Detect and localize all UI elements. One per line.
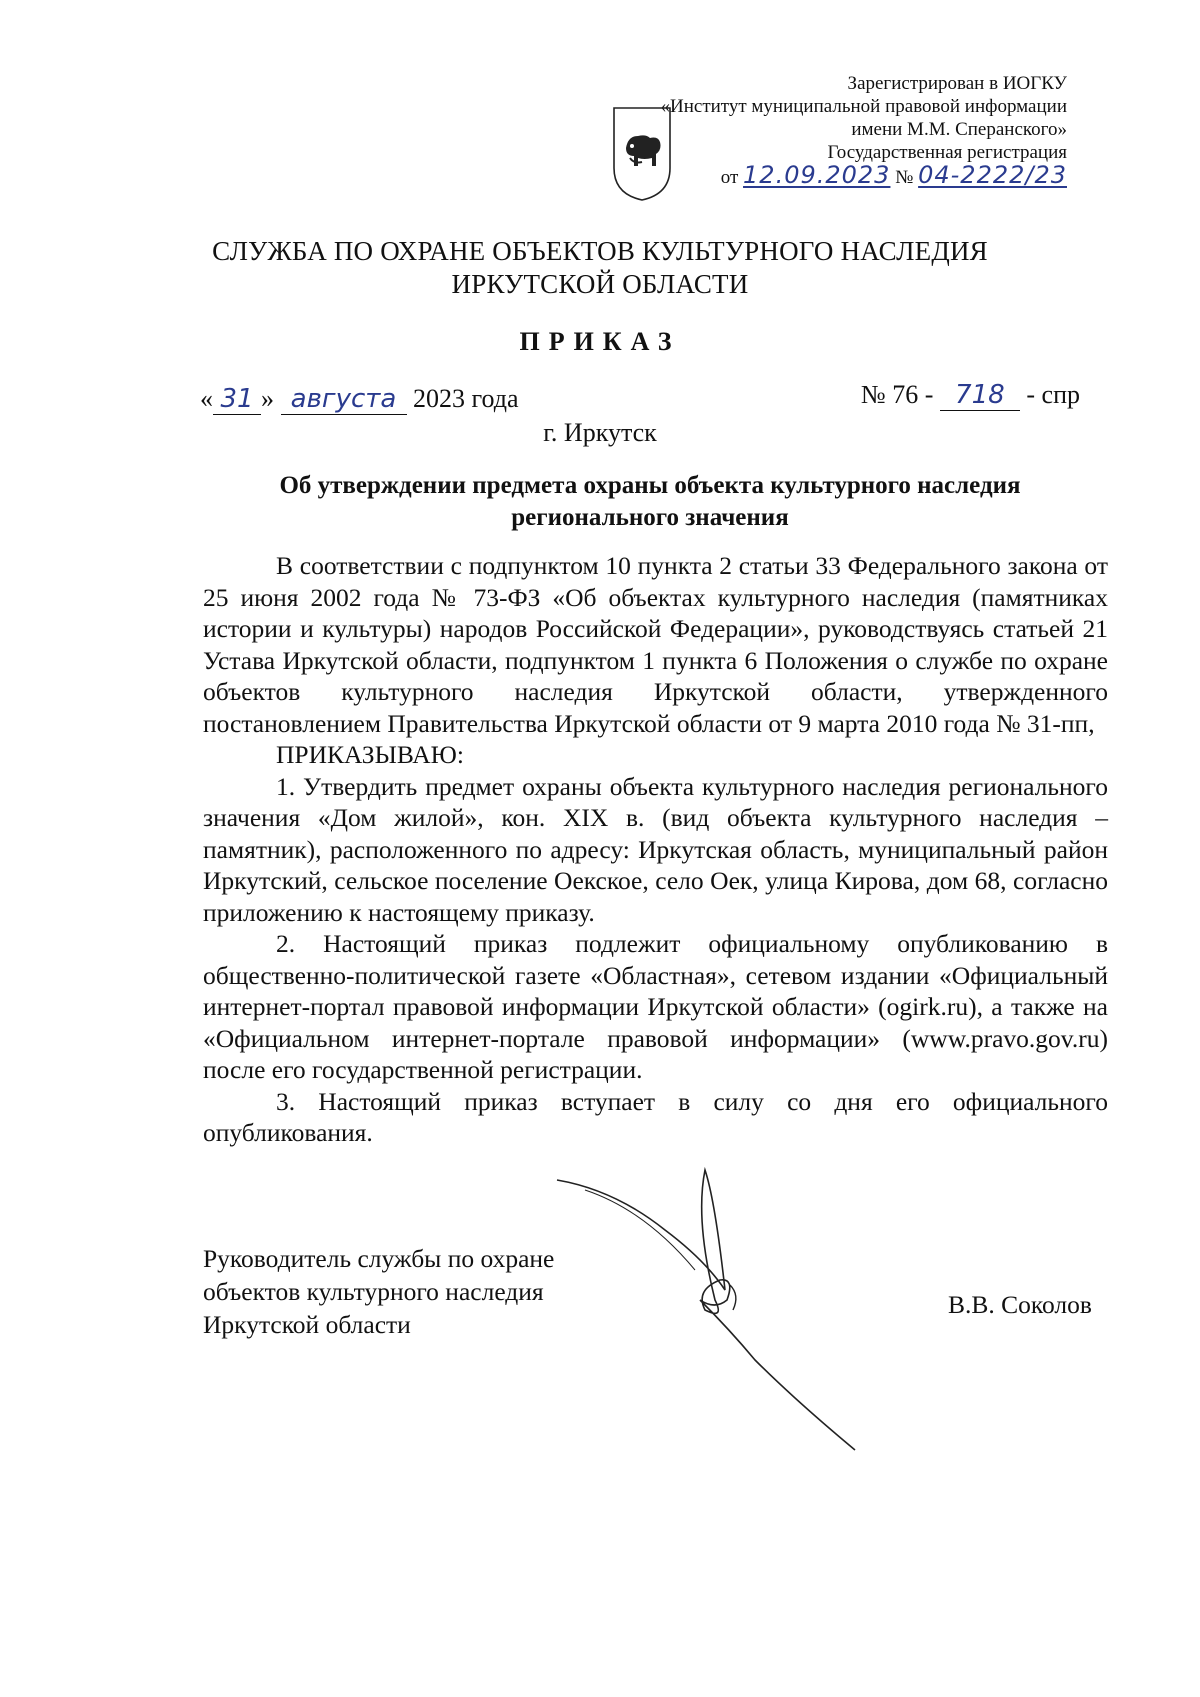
registration-line-3: имени М.М. Сперанского» xyxy=(851,119,1067,140)
handwritten-signature xyxy=(555,1160,935,1470)
signer-position-line-3: Иркутской области xyxy=(203,1310,411,1339)
registration-number: 04-2222/23 xyxy=(918,161,1067,189)
date-month: августа xyxy=(281,384,407,415)
agency-line-2: ИРКУТСКОЙ ОБЛАСТИ xyxy=(451,269,749,299)
number-handwritten: 718 xyxy=(940,380,1020,411)
registration-line-4: Государственная регистрация xyxy=(827,142,1067,163)
agency-name xyxy=(0,235,1200,301)
irkutsk-coat-of-arms-icon xyxy=(612,106,672,202)
date-day: 31 xyxy=(213,384,261,415)
signer-name: В.В. Соколов xyxy=(948,1290,1092,1319)
registration-line-1: Зарегистрирован в ИОГКУ xyxy=(847,73,1067,94)
registration-no-sign: № xyxy=(895,167,914,188)
order-date xyxy=(200,384,519,415)
number-suffix: - спр xyxy=(1026,380,1080,409)
order-item-3: 3. Настоящий приказ вступает в силу со дня его официального опубликования. xyxy=(203,1086,1108,1147)
agency-line-1: СЛУЖБА ПО ОХРАНЕ ОБЪЕКТОВ КУЛЬТУРНОГО НАСЛЕДИЯ xyxy=(212,236,988,266)
document-type: ПРИКАЗ xyxy=(519,327,681,356)
registration-date: 12.09.2023 xyxy=(743,161,891,189)
order-item-1: 1. Утвердить предмет охраны объекта культурного наследия регионального значения «Дом жилой», кон. XIX в. (вид объекта культурного наследия – памятник), расположенного по адресу: Иркутская область, муниципальный район Иркутский, сельское поселение Оекское, село Оек, улица Кирова, дом 68, согласно приложению к настоящему приказу. xyxy=(203,771,1108,927)
order-item-2: 2. Настоящий приказ подлежит официальному опубликованию в общественно-политической газете «Областная», сетевом издании «Официальный интернет-портал правовой информации Иркутской области» (ogirk.ru), а также на «Официальном интернет-портале правовой информации» (www.pravo.gov.ru) после его государственной регистрации. xyxy=(203,929,1108,1084)
registration-prefix: от xyxy=(720,167,739,188)
date-open-quote: « xyxy=(200,384,213,413)
registration-line-2: «Институт муниципальной правовой информации xyxy=(660,96,1067,117)
number-prefix: № 76 - xyxy=(860,380,934,409)
order-subject xyxy=(200,470,1100,534)
order-city: г. Иркутск xyxy=(543,418,657,447)
date-close-quote: » xyxy=(261,384,274,413)
signer-position-line-2: объектов культурного наследия xyxy=(203,1277,544,1306)
order-body xyxy=(203,550,1108,1149)
preamble-paragraph: В соответствии с подпунктом 10 пункта 2 статьи 33 Федерального закона от 25 июня 2002 года № 73-ФЗ «Об объектах культурного наследия (памятниках истории и культуры) народов Российской Федерации», руководствуясь статьей 21 Устава Иркутской области, подпунктом 1 пункта 6 Положения о службе по охране объектов культурного наследия Иркутской области, утвержденного постановлением Правительства Иркутской области от 9 марта 2010 года № 31-пп, xyxy=(203,551,1108,738)
signer-position-line-1: Руководитель службы по охране xyxy=(203,1244,555,1273)
subject-line-2: регионального значения xyxy=(511,504,789,531)
signer-position xyxy=(203,1242,554,1341)
order-number xyxy=(861,380,1080,411)
order-directive: ПРИКАЗЫВАЮ: xyxy=(276,740,464,769)
date-year: 2023 года xyxy=(413,384,519,413)
subject-line-1: Об утверждении предмета охраны объекта культурного наследия xyxy=(279,472,1021,499)
